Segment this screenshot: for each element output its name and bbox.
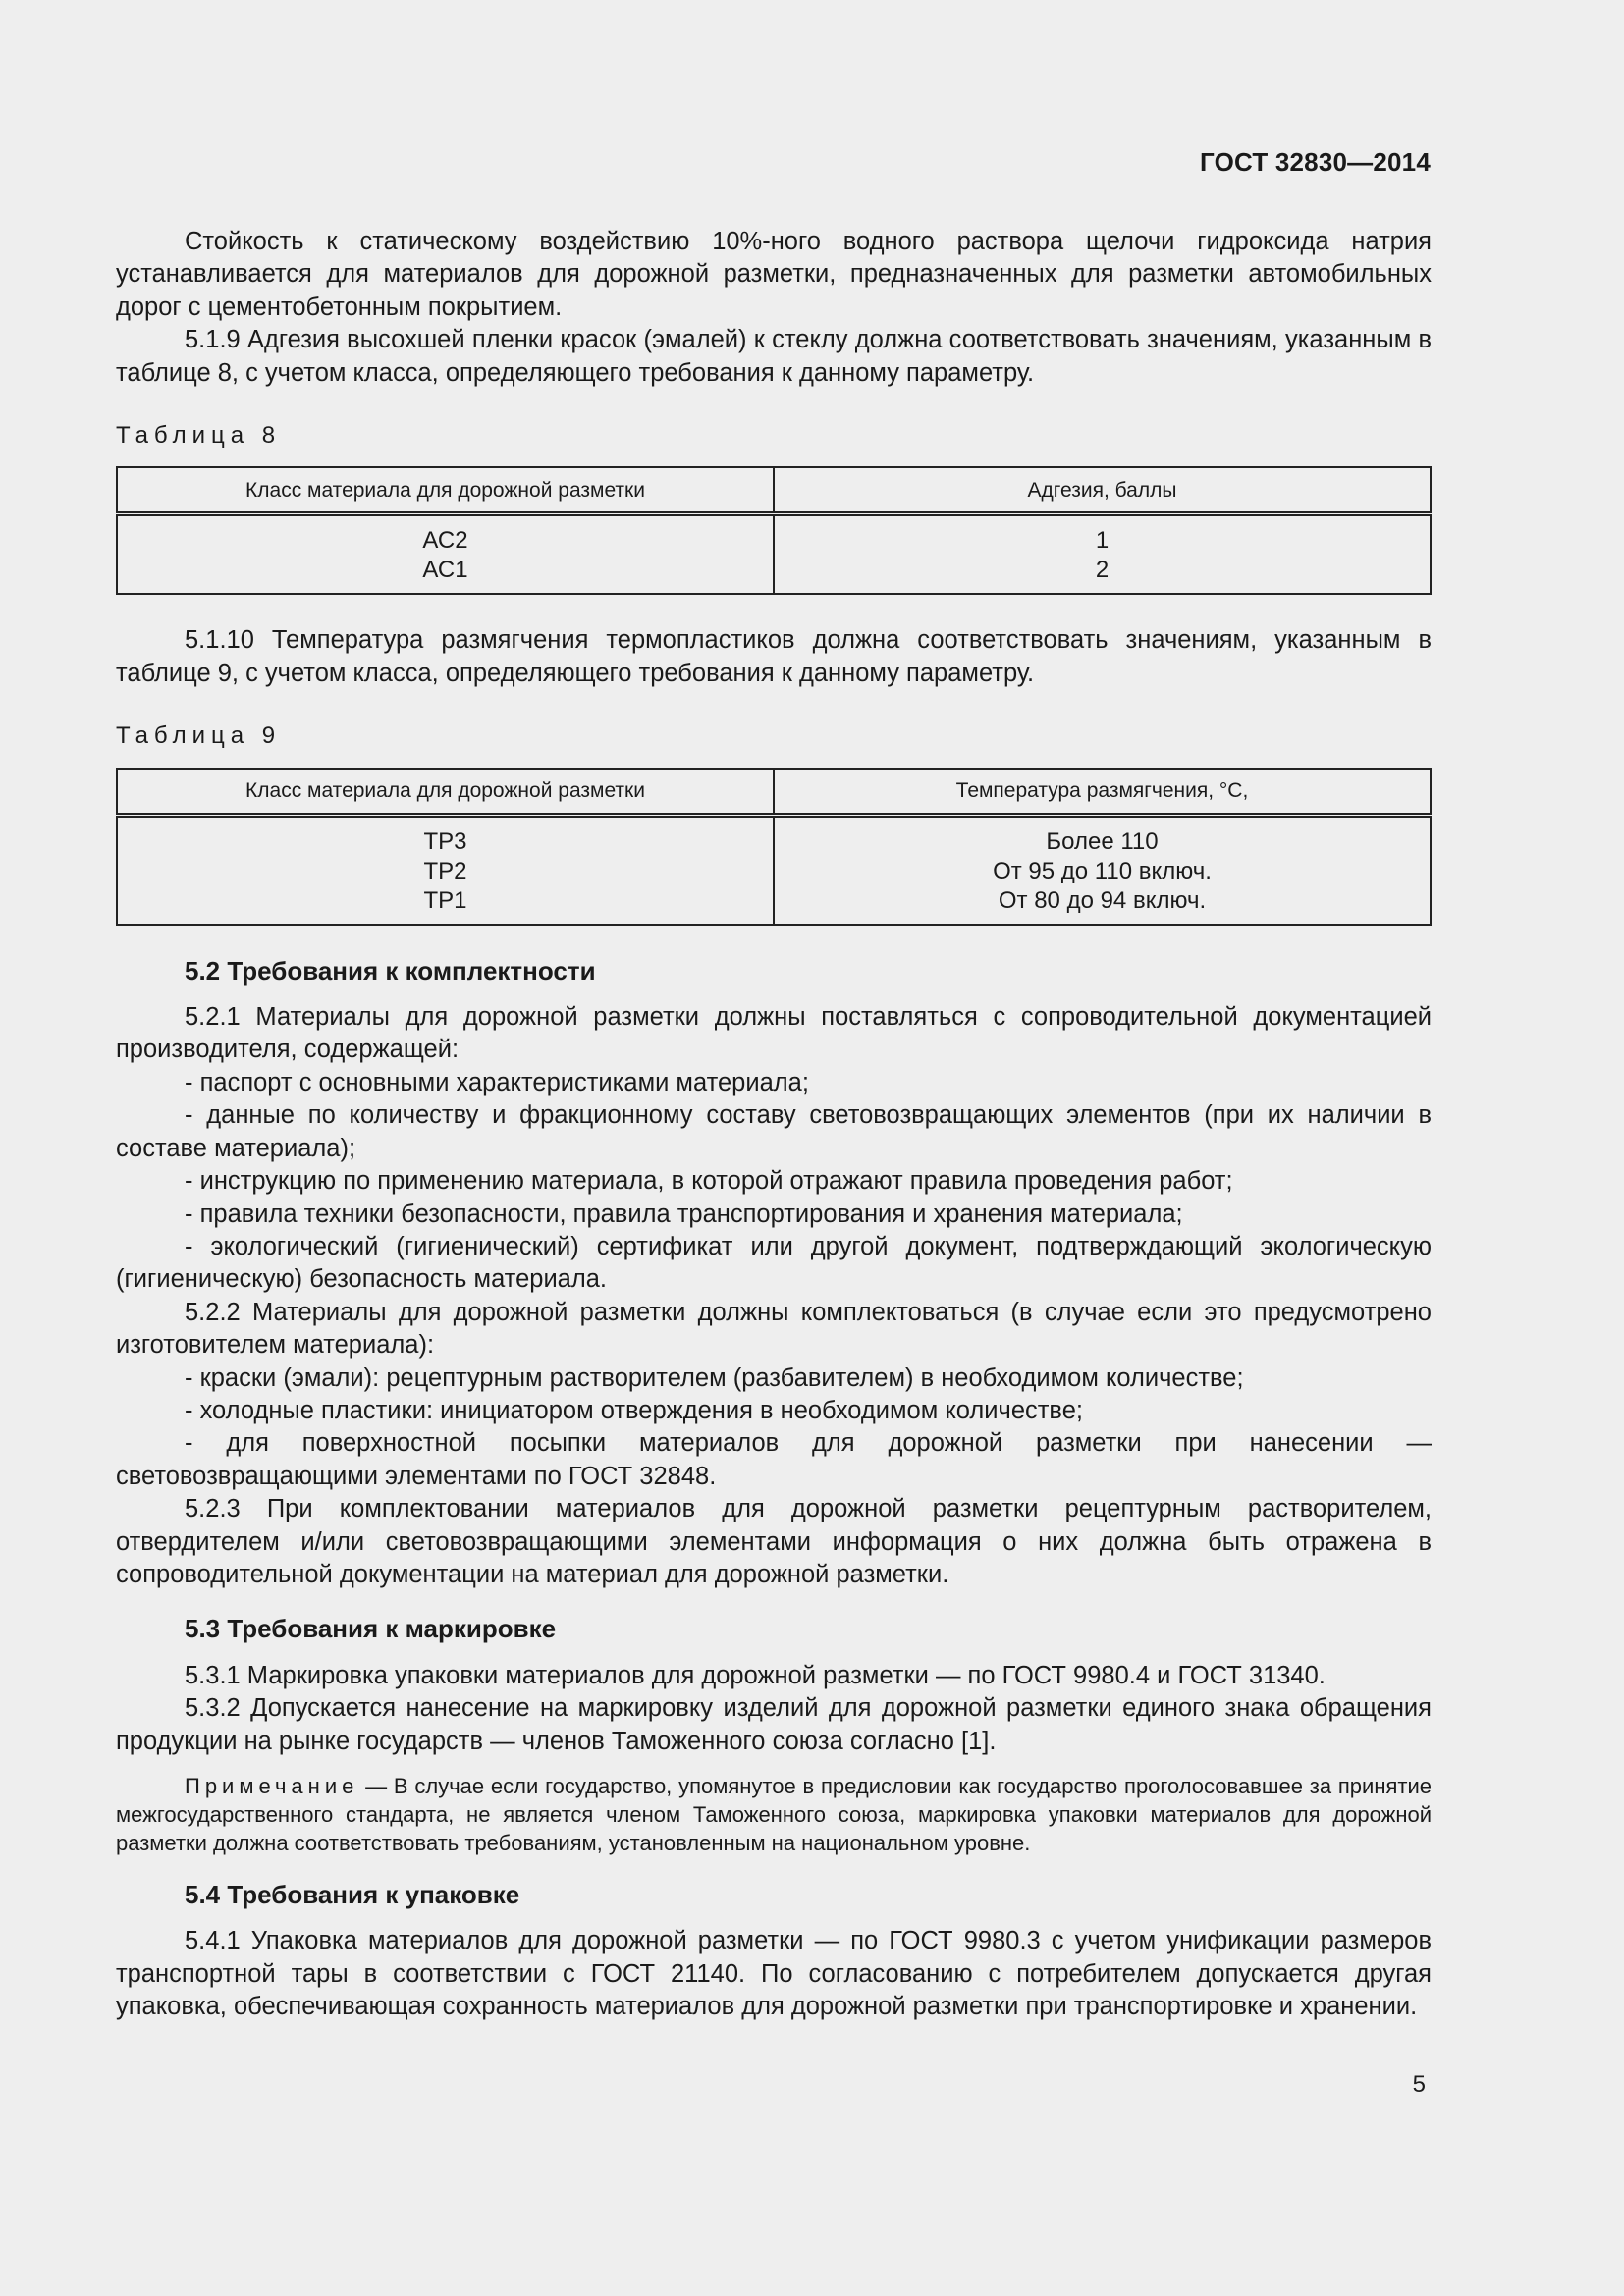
note-text: — В случае если государство, упомянутое в предисловии как государство проголосовавшее за принятие межгосударственного стандарта, не является членом Таможенного союза, маркировка упаковки материалов для дорожной разметки должна соответствовать требованиям, установленным на национальном уровне. — [116, 1774, 1432, 1855]
paragraph: 5.1.10 Температура размягчения термопластиков должна соответствовать значениям, указанным в таблице 9, с учетом класса, определяющего требования к данному параметру. — [116, 626, 1432, 687]
class-value: ТР2 — [423, 857, 467, 884]
list-item: - краски (эмали): рецептурным растворителем (разбавителем) в необходимом количестве; — [185, 1363, 1244, 1392]
class-value: ТР3 — [423, 828, 467, 855]
table-8-caption: Таблица 8 — [116, 422, 282, 450]
table-row — [117, 815, 1431, 925]
table-cell — [774, 815, 1431, 925]
temperature-value: От 80 до 94 включ. — [998, 886, 1207, 914]
table-9-caption: Таблица 9 — [116, 722, 282, 750]
paragraph: 5.2.3 При комплектовании материалов для дорожной разметки рецептурным растворителем, отвердителем и/или световозвращающими элементами информация о них должна быть отражена в сопроводительной документации на материал для дорожной разметки. — [116, 1495, 1432, 1588]
paragraph: 5.3.2 Допускается нанесение на маркировку изделий для дорожной разметки единого знака обращения продукции на рынке государств — членов Таможенного союза согласно [1]. — [116, 1694, 1432, 1755]
table-header: Класс материала для дорожной разметки — [117, 467, 774, 514]
class-value: АС1 — [422, 557, 468, 584]
adhesion-value: 1 — [1095, 527, 1110, 555]
table-header: Класс материала для дорожной разметки — [117, 769, 774, 816]
list-item: - инструкцию по применению материала, в которой отражают правила проведения работ; — [185, 1167, 1233, 1196]
list-item: - для поверхностной посыпки материалов для дорожной разметки при нанесении — световозвращающими элементами по ГОСТ 32848. — [116, 1429, 1432, 1490]
section-heading: 5.4 Требования к упаковке — [185, 1880, 520, 1909]
list-item: - экологический (гигиенический) сертификат или другой документ, подтверждающий экологическую (гигиеническую) безопасность материала. — [116, 1232, 1432, 1294]
table-header: Температура размягчения, °С, — [774, 769, 1431, 816]
paragraph: Стойкость к статическому воздействию 10%-ного водного раствора щелочи гидроксида натрия устанавливается для материалов для дорожной разметки, предназначенных для разметки автомобильных дорог с цементобетонным покрытием. — [116, 228, 1432, 321]
table-cell — [117, 815, 774, 925]
table-row — [117, 514, 1431, 595]
section-heading: 5.3 Требования к маркировке — [185, 1614, 557, 1644]
document-code: ГОСТ 32830—2014 — [1200, 147, 1431, 177]
table-header: Адгезия, баллы — [774, 467, 1431, 514]
note — [116, 1772, 1432, 1857]
temperature-value: Более 110 — [1046, 828, 1159, 855]
paragraph: 5.3.1 Маркировка упаковки материалов для дорожной разметки — по ГОСТ 9980.4 и ГОСТ 31340. — [185, 1661, 1326, 1689]
note-label: Примечание — [185, 1774, 359, 1798]
adhesion-value: 2 — [1095, 557, 1110, 584]
list-item: - правила техники безопасности, правила транспортирования и хранения материала; — [185, 1200, 1183, 1228]
table-cell — [774, 514, 1431, 595]
list-item: - данные по количеству и фракционному составу световозвращающих элементов (при их наличии в составе материала); — [116, 1101, 1432, 1162]
paragraph: 5.2.2 Материалы для дорожной разметки должны комплектоваться (в случае если это предусмотрено изготовителем материала): — [116, 1298, 1432, 1360]
class-value: ТР1 — [423, 886, 467, 914]
paragraph: 5.1.9 Адгезия высохшей пленки красок (эмалей) к стеклу должна соответствовать значениям, указанным в таблице 8, с учетом класса, определяющего требования к данному параметру. — [116, 326, 1432, 387]
table-cell — [117, 514, 774, 595]
list-item: - холодные пластики: инициатором отверждения в необходимом количестве; — [185, 1396, 1083, 1424]
list-item: - паспорт с основными характеристиками материала; — [185, 1068, 809, 1096]
page-number: 5 — [1412, 2071, 1426, 2098]
section-heading: 5.2 Требования к комплектности — [185, 955, 596, 986]
paragraph: 5.4.1 Упаковка материалов для дорожной разметки — по ГОСТ 9980.3 с учетом унификации размеров транспортной тары в соответствии с ГОСТ 21140. По согласованию с потребителем допускается другая упаковка, обеспечивающая сохранность материалов для дорожной разметки при транспортировке и хранении. — [116, 1927, 1432, 2021]
temperature-value: От 95 до 110 включ. — [993, 857, 1212, 884]
class-value: АС2 — [422, 527, 468, 555]
table-8 — [116, 466, 1432, 595]
table-9 — [116, 768, 1432, 926]
paragraph: 5.2.1 Материалы для дорожной разметки должны поставляться с сопроводительной документацией производителя, содержащей: — [116, 1003, 1432, 1064]
page-content — [116, 226, 1432, 2024]
